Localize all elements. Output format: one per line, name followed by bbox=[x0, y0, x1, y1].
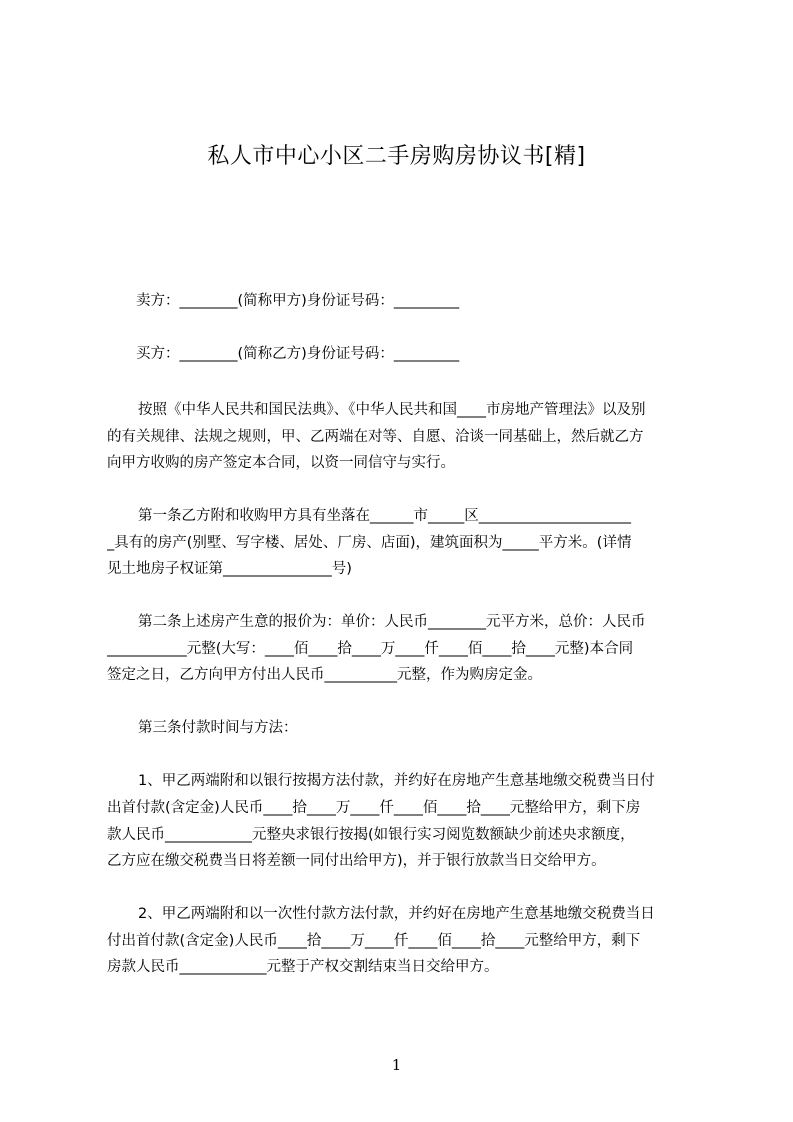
article-2-line-1: 第二条上述房产生意的报价为：单价：人民币________元平方米，总价：人民币 bbox=[138, 614, 646, 630]
payment-2-line-3: 房款人民币____________元整于产权交割结束当日交给甲方。 bbox=[107, 959, 499, 975]
buyer-line: 买方：________(简称乙方)身份证号码：_________ bbox=[136, 346, 460, 362]
article-2-line-2: ___________元整(大写：____佰____拾____万____仟____佰____拾____元整)本合同 bbox=[107, 641, 634, 657]
payment-1-line-3: 款人民币____________元整央求银行按揭(如银行实习阅览数额缺少前述央求额度， bbox=[107, 827, 635, 843]
intro-line-3: 向甲方收购的房产签定本合同，以资一同信守与实行。 bbox=[107, 455, 455, 471]
article-1-line-3: 见土地房子权证第_______________号) bbox=[107, 561, 352, 577]
article-1-line-1: 第一条乙方附和收购甲方具有坐落在______市_____区_____________________ bbox=[138, 508, 631, 524]
article-3-heading: 第三条付款时间与方法： bbox=[138, 720, 298, 736]
payment-2-line-2: 付出首付款(含定金)人民币____拾____万____仟____佰____拾____元整给甲方，剩下 bbox=[107, 933, 641, 949]
payment-1-line-4: 乙方应在缴交税费当日将差额一同付出给甲方)，并于银行放款当日交给甲方。 bbox=[107, 853, 606, 869]
page-number: 1 bbox=[391, 1056, 402, 1074]
article-2-line-3: 签定之日，乙方向甲方付出人民币__________元整，作为购房定金。 bbox=[107, 667, 542, 683]
payment-1-line-2: 出首付款(含定金)人民币____拾____万____仟____佰____拾____元整给甲方，剩下房 bbox=[107, 800, 641, 816]
article-1-line-2: _具有的房产(别墅、写字楼、居处、厂房、店面)，建筑面积为_____平方米。(详情 bbox=[107, 535, 632, 551]
payment-2-line-1: 2、甲乙两端附和以一次性付款方法付款，并约好在房地产生意基地缴交税费当日 bbox=[138, 906, 655, 922]
intro-line-2: 的有关规律、法规之规则，甲、乙两端在对等、自愿、洽谈一同基础上，然后就乙方 bbox=[107, 429, 644, 445]
intro-line-1: 按照《中华人民共和国民法典》、《中华人民共和国____市房地产管理法》以及别 bbox=[138, 402, 646, 418]
document-title: 私人市中心小区二手房购房协议书[精] bbox=[207, 144, 586, 169]
seller-line: 卖方：________(简称甲方)身份证号码：_________ bbox=[136, 293, 460, 309]
payment-1-line-1: 1、甲乙两端附和以银行按揭方法付款，并约好在房地产生意基地缴交税费当日付 bbox=[138, 773, 655, 789]
